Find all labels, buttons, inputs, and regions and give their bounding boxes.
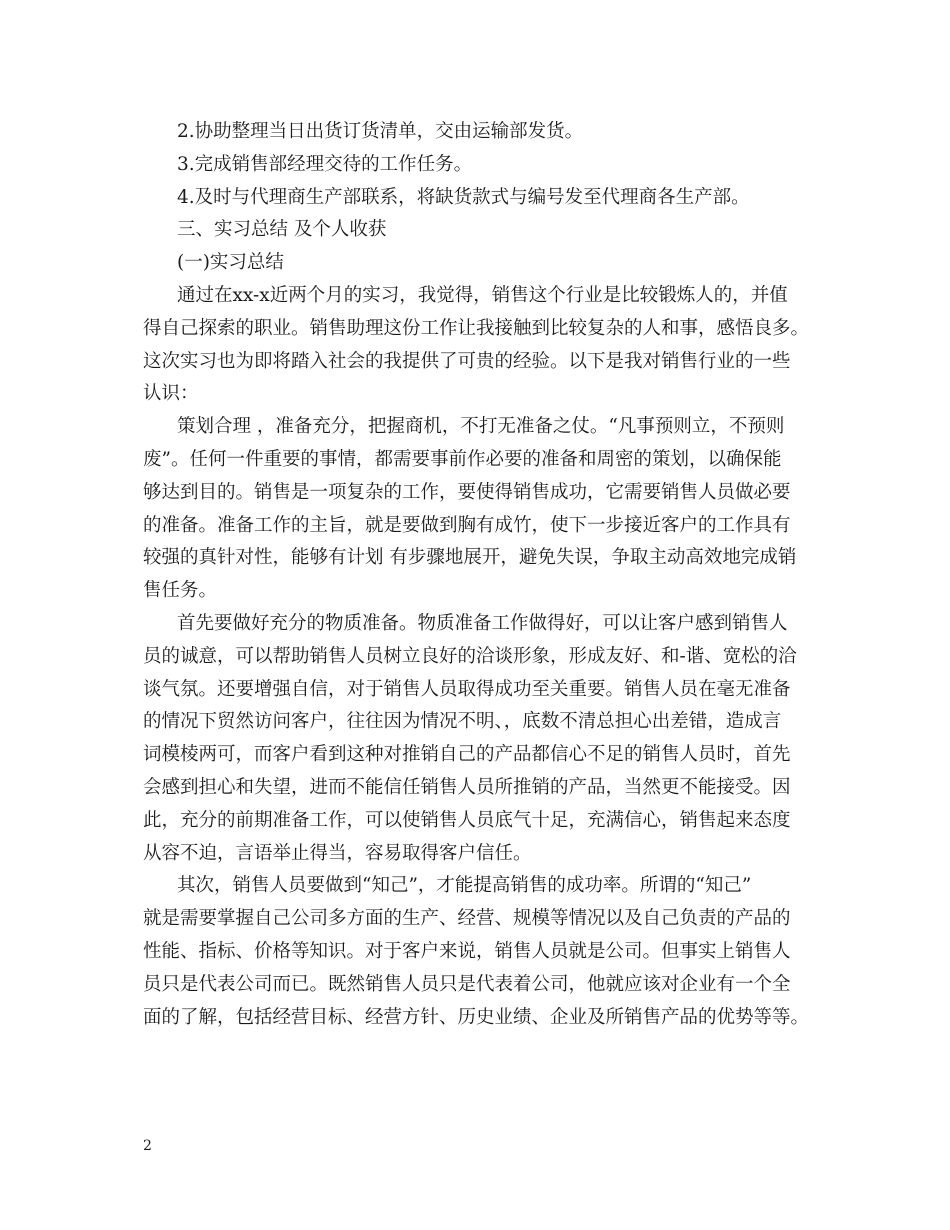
text-line: 就是需要掌握自己公司多方面的生产、经营、规模等情况以及自己负责的产品的 — [143, 908, 791, 930]
text-line: 面的了解，包括经营目标、经营方针、历史业绩、企业及所销售产品的优势等等。 — [143, 1006, 810, 1028]
text-line: 首先要做好充分的物质准备。物质准备工作做得好，可以让客户感到销售人 — [177, 612, 788, 634]
text-line: 售任务。 — [143, 580, 218, 602]
text-line: 此，充分的前期准备工作，可以使销售人员底气十足，充满信心，销售起来态度 — [143, 809, 791, 831]
text-line: 会感到担心和失望，进而不能信任销售人员所推销的产品，当然更不能接受。因 — [143, 776, 791, 798]
page-number: 2 — [143, 1138, 152, 1154]
text-line: 策划合理 ，准备充分，把握商机，不打无准备之仗。“凡事预则立，不预则 — [177, 416, 785, 438]
text-line: 这次实习也为即将踏入社会的我提供了可贵的经验。以下是我对销售行业的一些 — [143, 350, 791, 372]
text-line: 废”。任何一件重要的事情，都需要事前作必要的准备和周密的策划，以确保能 — [143, 448, 782, 470]
text-line: 的准备。准备工作的主旨，就是要做到胸有成竹，使下一步接近客户的工作具有 — [143, 514, 791, 536]
text-line: 词模棱两可，而客户看到这种对推销自己的产品都信心不足的销售人员时，首先 — [143, 744, 791, 766]
text-line: 从容不迫，言语举止得当，容易取得客户信任。 — [143, 842, 532, 864]
text-line: 够达到目的。销售是一项复杂的工作，要使得销售成功，它需要销售人员做必要 — [143, 481, 791, 503]
body-text — [143, 116, 813, 1034]
text-line: 谈气氛。还要增强自信，对于销售人员取得成功至关重要。销售人员在毫无准备 — [143, 678, 791, 700]
text-line: 认识： — [143, 383, 199, 405]
text-line: 较强的真针对性，能够有计划 有步骤地展开，避免失误，争取主动高效地完成销 — [143, 547, 797, 569]
text-line: 2.协助整理当日出货订货清单，交由运输部发货。 — [177, 121, 584, 142]
text-line: 的情况下贸然访问客户，往往因为情况不明、，底数不清总担心出差错，造成言 — [143, 711, 782, 733]
text-line: 得自己探索的职业。销售助理这份工作让我接触到比较复杂的人和事，感悟良多。 — [143, 317, 810, 339]
text-line: 性能、指标、价格等知识。对于客户来说，销售人员就是公司。但事实上销售人 — [143, 940, 791, 962]
text-line: 员只是代表公司而已。既然销售人员只是代表着公司，他就应该对企业有一个全 — [143, 973, 791, 995]
subsection-heading: (一)实习总结 — [177, 252, 284, 274]
text-line: 通过在xx-x近两个月的实习，我觉得，销售这个行业是比较锻炼人的，并值 — [177, 284, 788, 306]
text-line: 其次，销售人员要做到“知己”，才能提高销售的成功率。所谓的“知己” — [177, 875, 752, 897]
section-heading: 三、实习总结 及个人收获 — [177, 219, 387, 241]
text-line: 3.完成销售部经理交待的工作任务。 — [177, 153, 473, 175]
text-line: 4.及时与代理商生产部联系，将缺货款式与编号发至代理商各生产部。 — [177, 186, 750, 208]
text-line: 员的诚意，可以帮助销售人员树立良好的洽谈形象，形成友好、和-谐、宽松的洽 — [143, 645, 797, 667]
